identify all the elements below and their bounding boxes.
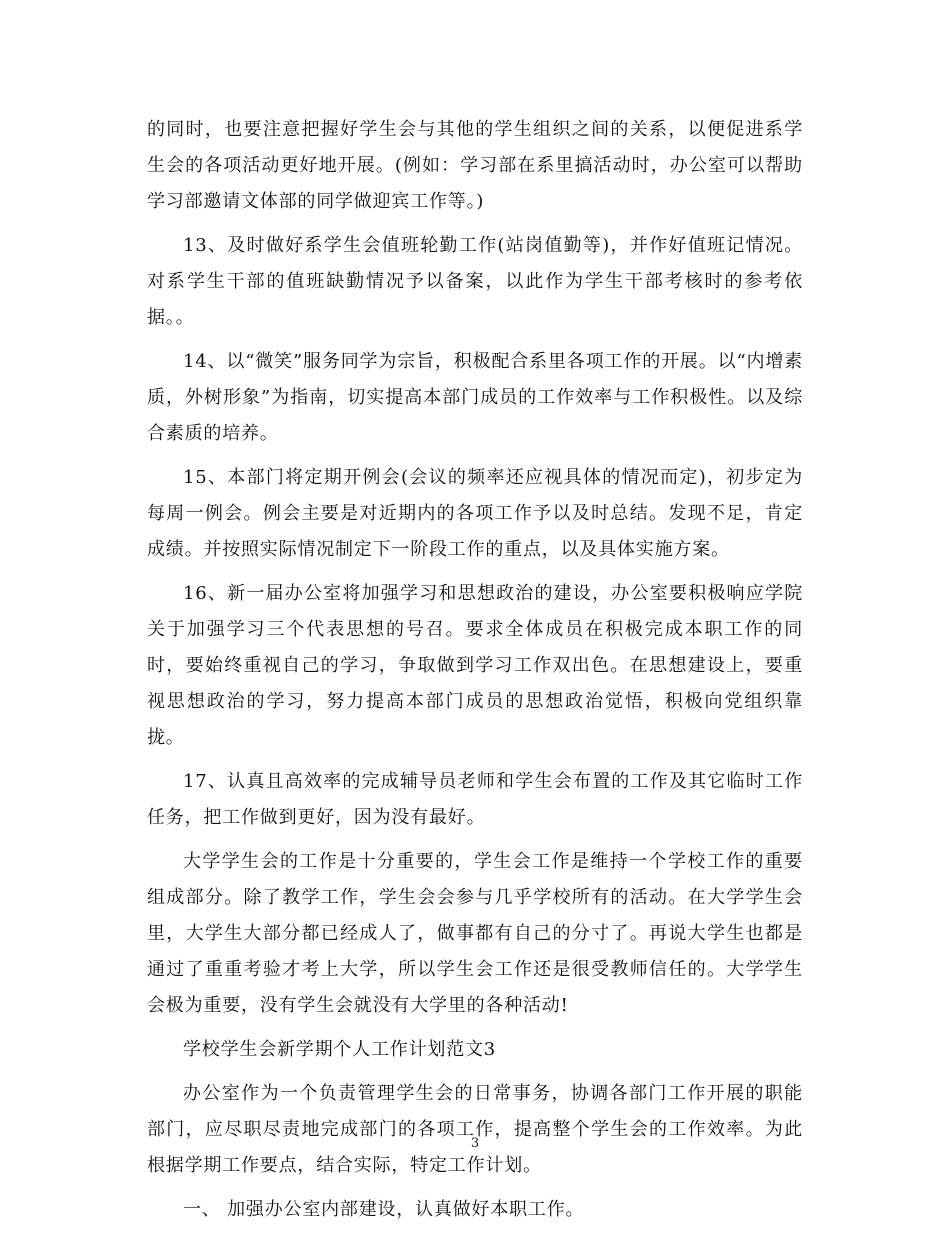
paragraph-item-17: 17、认真且高效率的完成辅导员老师和学生会布置的工作及其它临时工作任务，把工作做到更好，因为没有最好。 bbox=[147, 771, 803, 828]
paragraph-item-15: 15、本部门将定期开例会(会议的频率还应视具体的情况而定)，初步定为每周一例会。例会主要是对近期内的各项工作予以及时总结。发现不足，肯定成绩。并按照实际情况制定下一阶段工作的重点，以及具体实施方案。 bbox=[147, 467, 803, 560]
paragraph-item-14: 14、以“微笑”服务同学为宗旨，积极配合系里各项工作的开展。以“内增素质，外树形象”为指南，切实提高本部门成员的工作效率与工作积极性。以及综合素质的培养。 bbox=[147, 351, 803, 444]
paragraph-heading-one: 一、 加强办公室内部建设，认真做好本职工作。 bbox=[183, 1199, 585, 1220]
paragraph-continuation: 的同时，也要注意把握好学生会与其他的学生组织之间的关系，以便促进系学生会的各项活动更好地开展。(例如：学习部在系里搞活动时，办公室可以帮助学习部邀请文体部的同学做迎宾工作等。) bbox=[147, 119, 803, 212]
paragraph-item-16: 16、新一届办公室将加强学习和思想政治的建设，办公室要积极响应学院关于加强学习三个代表思想的号召。要求全体成员在积极完成本职工作的同时，要始终重视自己的学习，争取做到学习工作双出色。在思想建设上，要重视思想政治的学习，努力提高本部门成员的思想政治觉悟，积极向党组织靠拢。 bbox=[147, 583, 803, 748]
paragraph-summary: 大学学生会的工作是十分重要的，学生会工作是维持一个学校工作的重要组成部分。除了教学工作，学生会会参与几乎学校所有的活动。在大学学生会里，大学生大部分都已经成人了，做事都有自己的分寸了。再说大学生也都是通过了重重考验才考上大学，所以学生会工作还是很受教师信任的。大学学生会极为重要，没有学生会就没有大学里的各种活动! bbox=[147, 851, 803, 1016]
paragraph-item-13: 13、及时做好系学生会值班轮勤工作(站岗值勤等)，并作好值班记情况。对系学生干部的值班缺勤情况予以备案，以此作为学生干部考核时的参考依据。。 bbox=[147, 235, 803, 328]
page-number: 3 bbox=[470, 1136, 480, 1151]
section-title: 学校学生会新学期个人工作计划范文3 bbox=[183, 1039, 497, 1060]
paragraph-intro: 办公室作为一个负责管理学生会的日常事务，协调各部门工作开展的职能部门，应尽职尽责地完成部门的各项工作，提高整个学生会的工作效率。为此根据学期工作要点，结合实际，特定工作计划。 bbox=[147, 1083, 803, 1176]
document-body bbox=[147, 112, 803, 1236]
